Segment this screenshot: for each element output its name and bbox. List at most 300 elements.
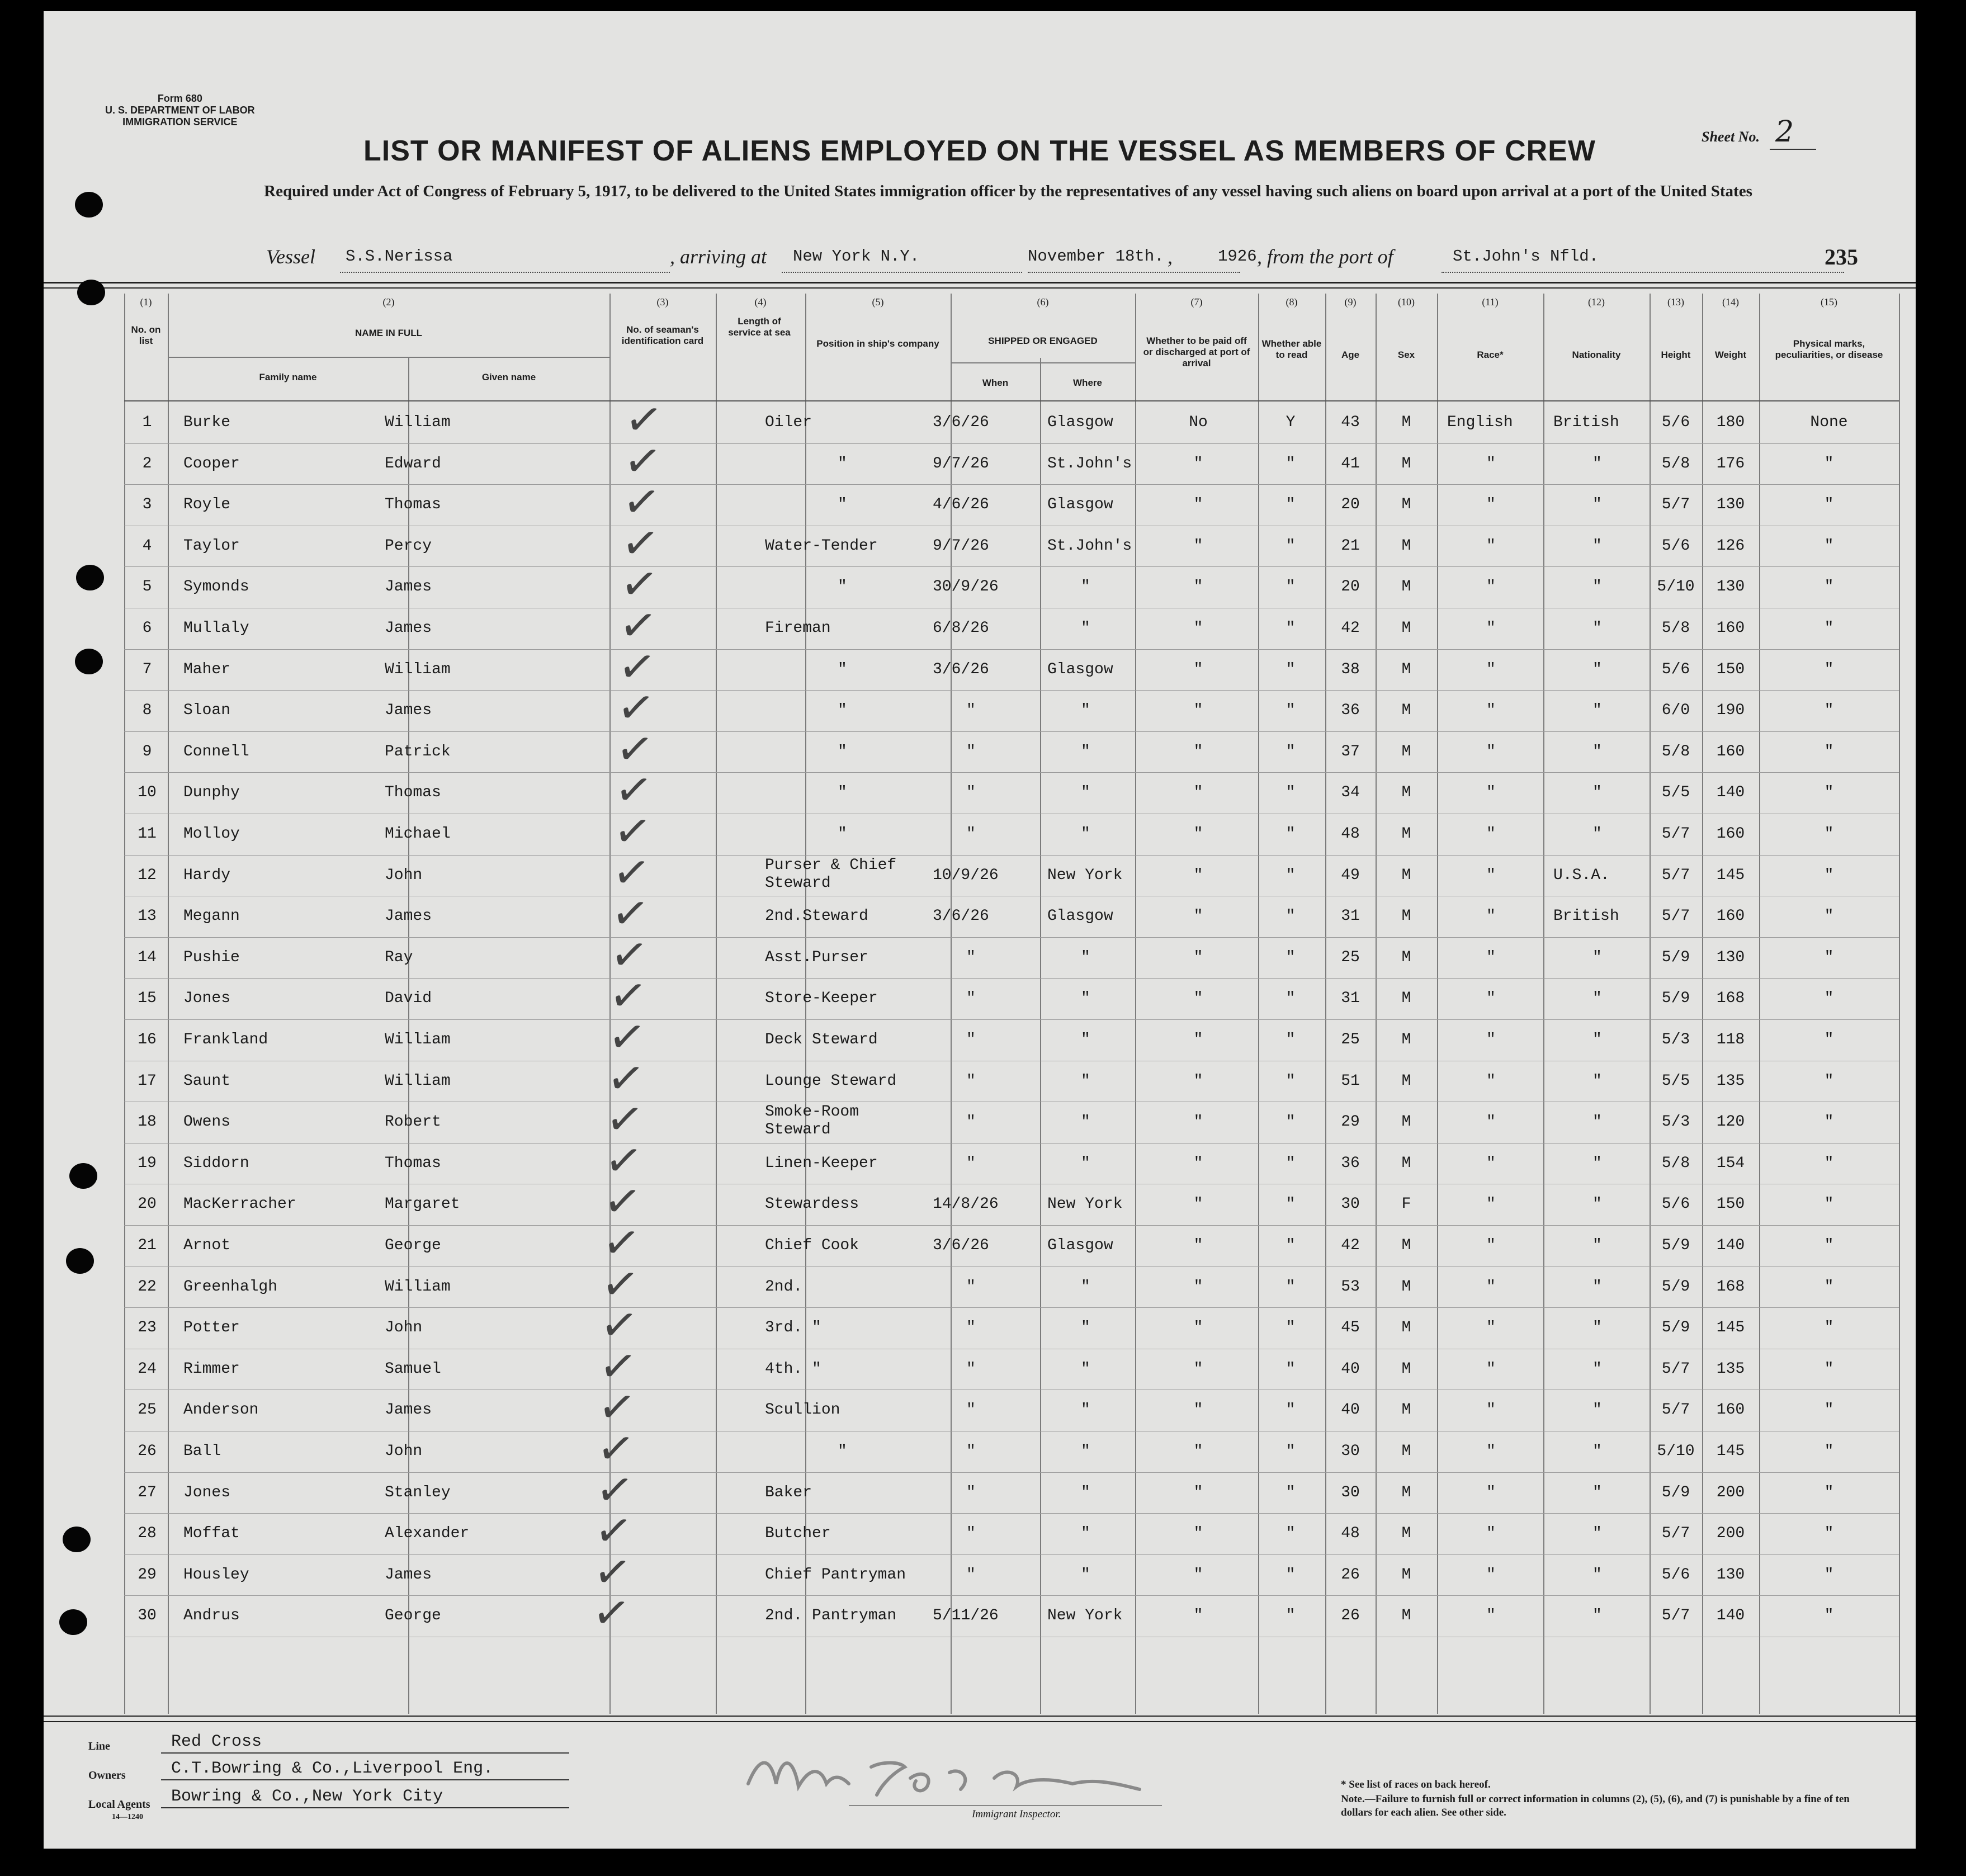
- height: 5/5: [1661, 1072, 1690, 1090]
- family-name: Dunphy: [183, 784, 240, 802]
- shipped-when: 5/11/26: [933, 1607, 999, 1625]
- age: 20: [1341, 578, 1360, 596]
- shipped-when: ": [966, 990, 976, 1008]
- family-name: MacKerracher: [183, 1195, 296, 1213]
- col-3-header: No. of seaman's identification card: [621, 324, 704, 346]
- table-row: [44, 1255, 1916, 1312]
- given-name: Alexander: [385, 1525, 470, 1543]
- physical-marks: ": [1824, 1607, 1834, 1625]
- nationality: ": [1592, 1525, 1602, 1543]
- col-2-header: NAME IN FULL: [355, 328, 422, 338]
- race: ": [1486, 1525, 1496, 1543]
- shipped-where: ": [1081, 1031, 1090, 1048]
- height: 5/7: [1661, 1360, 1690, 1378]
- row-number: 3: [142, 496, 152, 514]
- family-name: Jones: [183, 1483, 231, 1501]
- sex: M: [1401, 496, 1411, 514]
- family-name: Hardy: [183, 866, 231, 884]
- position: Fireman: [765, 620, 831, 637]
- race: ": [1486, 1195, 1496, 1213]
- height: 5/7: [1661, 1607, 1690, 1625]
- family-name: Megann: [183, 908, 240, 925]
- race: ": [1486, 908, 1496, 925]
- race: ": [1486, 578, 1496, 596]
- shipped-when: 14/8/26: [933, 1195, 999, 1213]
- shipped-when: 6/8/26: [933, 620, 989, 637]
- nationality: ": [1592, 620, 1602, 637]
- table-row: [44, 473, 1916, 531]
- paid-off: ": [1193, 1360, 1203, 1378]
- weight: 160: [1716, 620, 1745, 637]
- given-name: Percy: [385, 537, 432, 555]
- position: Store-Keeper: [765, 990, 878, 1008]
- position: ": [838, 784, 847, 802]
- position: Deck Steward: [765, 1031, 878, 1048]
- position: ": [838, 578, 847, 596]
- shipped-where: New York: [1047, 1607, 1123, 1625]
- able-to-read: ": [1286, 1525, 1296, 1543]
- table-row: [44, 1173, 1916, 1230]
- paid-off: ": [1193, 455, 1203, 472]
- check-mark-icon: ✓: [589, 1585, 634, 1642]
- table-row: [44, 1379, 1916, 1436]
- position: Lounge Steward: [765, 1072, 897, 1090]
- height: 5/3: [1661, 1113, 1690, 1131]
- paid-off: ": [1193, 1607, 1203, 1625]
- able-to-read: ": [1286, 1278, 1296, 1296]
- family-name: Siddorn: [183, 1154, 249, 1172]
- age: 25: [1341, 1031, 1360, 1048]
- family-name: Royle: [183, 496, 231, 514]
- able-to-read: ": [1286, 743, 1296, 760]
- family-name: Taylor: [183, 537, 240, 555]
- row-number: 12: [138, 866, 157, 884]
- weight: 130: [1716, 1566, 1745, 1584]
- age: 38: [1341, 660, 1360, 678]
- position: 4th. ": [765, 1360, 821, 1378]
- sex: M: [1401, 702, 1411, 720]
- col-3-number: (3): [656, 296, 669, 308]
- given-name: James: [385, 578, 432, 596]
- owners-label: Owners: [88, 1769, 126, 1782]
- paid-off: ": [1193, 990, 1203, 1008]
- age: 29: [1341, 1113, 1360, 1131]
- given-name: Margaret: [385, 1195, 460, 1213]
- check-mark-icon: ✓: [600, 1173, 645, 1230]
- col-9-header: Age: [1341, 349, 1360, 360]
- binder-hole: [69, 1163, 97, 1189]
- shipped-when: 3/6/26: [933, 908, 989, 925]
- physical-marks: ": [1824, 866, 1834, 884]
- check-mark-icon: ✓: [615, 638, 660, 695]
- paid-off: ": [1193, 660, 1203, 678]
- nationality: ": [1592, 1319, 1602, 1337]
- nationality: ": [1592, 784, 1602, 802]
- nationality: U.S.A.: [1553, 866, 1610, 884]
- family-name: Maher: [183, 660, 231, 678]
- given-name: Ray: [385, 948, 413, 966]
- height: 5/9: [1661, 1483, 1690, 1501]
- nationality: ": [1592, 1401, 1602, 1419]
- age: 20: [1341, 496, 1360, 514]
- sex: M: [1401, 1154, 1411, 1172]
- height: 5/9: [1661, 1278, 1690, 1296]
- family-name: Greenhalgh: [183, 1278, 278, 1296]
- age: 34: [1341, 784, 1360, 802]
- height: 5/6: [1661, 660, 1690, 678]
- sex: M: [1401, 1443, 1411, 1460]
- height: 5/7: [1661, 1525, 1690, 1543]
- nationality: ": [1592, 1237, 1602, 1254]
- nationality: ": [1592, 1443, 1602, 1460]
- able-to-read: ": [1286, 784, 1296, 802]
- given-name: William: [385, 1278, 451, 1296]
- family-name: Cooper: [183, 455, 240, 472]
- physical-marks: ": [1824, 1031, 1834, 1048]
- physical-marks: ": [1824, 743, 1834, 760]
- row-number: 27: [138, 1483, 157, 1501]
- table-row: [44, 1585, 1916, 1642]
- family-name: Ball: [183, 1443, 221, 1460]
- sex: M: [1401, 743, 1411, 760]
- position: Water-Tender: [765, 537, 878, 555]
- race: ": [1486, 660, 1496, 678]
- table-row: [44, 514, 1916, 572]
- vessel-name: S.S.Nerissa: [346, 247, 453, 266]
- table-row: [44, 1502, 1916, 1560]
- able-to-read: ": [1286, 1154, 1296, 1172]
- arrival-date: November 18th.: [1028, 247, 1164, 266]
- paid-off: ": [1193, 1237, 1203, 1254]
- row-number: 14: [138, 948, 157, 966]
- table-row: [44, 1420, 1916, 1477]
- weight: 190: [1716, 702, 1745, 720]
- height: 5/7: [1661, 825, 1690, 843]
- row-number: 26: [138, 1443, 157, 1460]
- given-name: James: [385, 620, 432, 637]
- weight: 200: [1716, 1483, 1745, 1501]
- paid-off: ": [1193, 1566, 1203, 1584]
- shipped-when: ": [966, 702, 976, 720]
- document-title: LIST OR MANIFEST OF ALIENS EMPLOYED ON THE VESSEL AS MEMBERS OF CREW: [363, 135, 1596, 167]
- agents-label: Local Agents: [88, 1798, 150, 1811]
- height: 5/7: [1661, 908, 1690, 925]
- able-to-read: ": [1286, 1195, 1296, 1213]
- height: 5/8: [1661, 455, 1690, 472]
- nationality: ": [1592, 1566, 1602, 1584]
- nationality: ": [1592, 1031, 1602, 1048]
- row-number: 21: [138, 1237, 157, 1254]
- shipped-where: Glasgow: [1047, 660, 1113, 678]
- weight: 140: [1716, 1237, 1745, 1254]
- physical-marks: ": [1824, 660, 1834, 678]
- given-name: James: [385, 1566, 432, 1584]
- weight: 176: [1716, 455, 1745, 472]
- from-label: , from the port of: [1257, 245, 1393, 268]
- height: 5/10: [1657, 578, 1695, 596]
- form-code: 14—1240: [112, 1813, 143, 1821]
- check-mark-icon: ✓: [616, 597, 661, 654]
- age: 31: [1341, 908, 1360, 925]
- col-4-number: (4): [754, 296, 767, 308]
- table-row: [44, 720, 1916, 778]
- physical-marks: ": [1824, 1443, 1834, 1460]
- check-mark-icon: ✓: [617, 556, 662, 613]
- family-name: Symonds: [183, 578, 249, 596]
- position: Chief Cook: [765, 1237, 859, 1254]
- weight: 135: [1716, 1360, 1745, 1378]
- row-number: 19: [138, 1154, 157, 1172]
- shipped-when: ": [966, 1031, 976, 1048]
- given-name: William: [385, 1072, 451, 1090]
- table-row: [44, 762, 1916, 819]
- row-number: 2: [142, 455, 152, 472]
- age: 36: [1341, 702, 1360, 720]
- shipped-where: ": [1081, 1443, 1090, 1460]
- check-mark-icon: ✓: [613, 679, 659, 736]
- vessel-line: Vessel S.S.Nerissa , arriving at New York N.Y. November 18th. , 1926 , from the port of St.John's Nfld.: [111, 244, 1900, 275]
- paid-off: ": [1193, 1154, 1203, 1172]
- physical-marks: ": [1824, 825, 1834, 843]
- given-name: James: [385, 702, 432, 720]
- binder-hole: [77, 280, 105, 305]
- row-number: 8: [142, 702, 152, 720]
- shipped-where: ": [1081, 825, 1090, 843]
- vessel-label: Vessel: [266, 245, 315, 268]
- arrival-year: 1926: [1218, 247, 1257, 266]
- shipped-when: 30/9/26: [933, 578, 999, 596]
- shipped-where: ": [1081, 702, 1090, 720]
- able-to-read: ": [1286, 1113, 1296, 1131]
- height: 5/3: [1661, 1031, 1690, 1048]
- sex: M: [1401, 1237, 1411, 1254]
- physical-marks: ": [1824, 948, 1834, 966]
- shipped-when: ": [966, 825, 976, 843]
- family-name: Molloy: [183, 825, 240, 843]
- able-to-read: ": [1286, 1319, 1296, 1337]
- binder-hole: [75, 192, 103, 218]
- able-to-read: ": [1286, 1360, 1296, 1378]
- row-number: 17: [138, 1072, 157, 1090]
- shipped-when: ": [966, 1443, 976, 1460]
- shipped-where: ": [1081, 1360, 1090, 1378]
- nationality: British: [1553, 414, 1619, 431]
- able-to-read: ": [1286, 1401, 1296, 1419]
- table-row: [44, 802, 1916, 860]
- weight: 160: [1716, 1401, 1745, 1419]
- height: 5/10: [1657, 1443, 1695, 1460]
- sex: M: [1401, 1401, 1411, 1419]
- row-number: 29: [138, 1566, 157, 1584]
- height: 5/9: [1661, 1237, 1690, 1254]
- able-to-read: ": [1286, 948, 1296, 966]
- able-to-read: ": [1286, 1237, 1296, 1254]
- paid-off: ": [1193, 948, 1203, 966]
- given-name: David: [385, 990, 432, 1008]
- shipped-when: 9/7/26: [933, 537, 989, 555]
- family-name: Andrus: [183, 1607, 240, 1625]
- position: Chief Pantryman: [765, 1566, 906, 1584]
- able-to-read: Y: [1286, 414, 1296, 431]
- given-name: George: [385, 1237, 441, 1254]
- sex: M: [1401, 990, 1411, 1008]
- col-14-number: (14): [1722, 296, 1739, 308]
- sheet-number: [1702, 115, 1816, 149]
- col-12-header: Nationality: [1572, 349, 1621, 360]
- col-5-number: (5): [872, 296, 884, 308]
- family-name: Arnot: [183, 1237, 231, 1254]
- row-number: 10: [138, 784, 157, 802]
- sex: M: [1401, 1278, 1411, 1296]
- given-name: Thomas: [385, 784, 441, 802]
- table-row: [44, 432, 1916, 489]
- given-name: Michael: [385, 825, 451, 843]
- given-name: Stanley: [385, 1483, 451, 1501]
- table-row: [44, 1338, 1916, 1395]
- age: 40: [1341, 1360, 1360, 1378]
- race: ": [1486, 1237, 1496, 1254]
- col-6-number: (6): [1037, 296, 1049, 308]
- able-to-read: ": [1286, 1031, 1296, 1048]
- age: 30: [1341, 1195, 1360, 1213]
- nationality: ": [1592, 990, 1602, 1008]
- position: Asst.Purser: [765, 948, 868, 966]
- age: 26: [1341, 1607, 1360, 1625]
- shipped-when: 3/6/26: [933, 1237, 989, 1254]
- able-to-read: ": [1286, 1566, 1296, 1584]
- height: 5/6: [1661, 537, 1690, 555]
- height: 5/9: [1661, 1319, 1690, 1337]
- physical-marks: ": [1824, 1154, 1834, 1172]
- position: ": [838, 743, 847, 760]
- paid-off: ": [1193, 1031, 1203, 1048]
- weight: 200: [1716, 1525, 1745, 1543]
- shipped-where: ": [1081, 743, 1090, 760]
- able-to-read: ": [1286, 866, 1296, 884]
- given-name: Thomas: [385, 1154, 441, 1172]
- age: 30: [1341, 1443, 1360, 1460]
- row-number: 18: [138, 1113, 157, 1131]
- race-note: * See list of races on back hereof.: [1341, 1779, 1491, 1790]
- race: ": [1486, 702, 1496, 720]
- height: 5/9: [1661, 948, 1690, 966]
- paid-off: ": [1193, 1443, 1203, 1460]
- able-to-read: ": [1286, 496, 1296, 514]
- given-name: George: [385, 1607, 441, 1625]
- shipped-when: 3/6/26: [933, 414, 989, 431]
- shipped-when: ": [966, 1360, 976, 1378]
- row-number: 20: [138, 1195, 157, 1213]
- family-name: Mullaly: [183, 620, 249, 637]
- nationality: ": [1592, 743, 1602, 760]
- row-number: 5: [142, 578, 152, 596]
- check-mark-icon: ✓: [596, 1338, 641, 1395]
- height: 5/8: [1661, 620, 1690, 637]
- table-row: [44, 967, 1916, 1024]
- sex: M: [1401, 1525, 1411, 1543]
- line-label: Line: [88, 1740, 110, 1752]
- row-number: 15: [138, 990, 157, 1008]
- race: ": [1486, 948, 1496, 966]
- check-mark-icon: ✓: [621, 391, 667, 448]
- check-mark-icon: ✓: [590, 1543, 635, 1601]
- race: ": [1486, 784, 1496, 802]
- physical-marks: ": [1824, 1319, 1834, 1337]
- sex: M: [1401, 1319, 1411, 1337]
- sex: M: [1401, 948, 1411, 966]
- nationality: ": [1592, 537, 1602, 555]
- position: Scullion: [765, 1401, 840, 1419]
- col-2-number: (2): [382, 296, 395, 308]
- physical-marks: None: [1810, 414, 1848, 431]
- shipped-where: ": [1081, 1113, 1090, 1131]
- age: 41: [1341, 455, 1360, 472]
- shipped-when: 9/7/26: [933, 455, 989, 472]
- check-mark-icon: ✓: [609, 844, 654, 901]
- physical-marks: ": [1824, 990, 1834, 1008]
- given-name: William: [385, 660, 451, 678]
- physical-marks: ": [1824, 908, 1834, 925]
- nationality: ": [1592, 1113, 1602, 1131]
- family-name: Pushie: [183, 948, 240, 966]
- row-number: 28: [138, 1525, 157, 1543]
- race: ": [1486, 825, 1496, 843]
- race: ": [1486, 866, 1496, 884]
- check-mark-icon: ✓: [608, 885, 653, 942]
- sex: M: [1401, 1360, 1411, 1378]
- weight: 154: [1716, 1154, 1745, 1172]
- family-name: Owens: [183, 1113, 231, 1131]
- able-to-read: ": [1286, 620, 1296, 637]
- sheet-number-label: Sheet No.: [1702, 129, 1760, 145]
- shipped-where: ": [1081, 1525, 1090, 1543]
- nationality: ": [1592, 825, 1602, 843]
- row-number: 30: [138, 1607, 157, 1625]
- check-mark-icon: ✓: [620, 432, 665, 489]
- col-15-number: (15): [1821, 296, 1837, 308]
- nationality: ": [1592, 702, 1602, 720]
- age: 51: [1341, 1072, 1360, 1090]
- document-subtitle: Required under Act of Congress of February 5, 1917, to be delivered to the United States immigration officer by the representatives of any vessel having such aliens on board upon arrival at a port of the United States: [264, 182, 1752, 200]
- shipped-where: ": [1081, 784, 1090, 802]
- shipped-when: ": [966, 948, 976, 966]
- given-name: John: [385, 866, 423, 884]
- shipped-when: ": [966, 1113, 976, 1131]
- nationality: ": [1592, 1072, 1602, 1090]
- given-name: James: [385, 1401, 432, 1419]
- shipped-when: 10/9/26: [933, 866, 999, 884]
- row-number: 1: [142, 414, 152, 431]
- sex: M: [1401, 455, 1411, 472]
- height: 5/8: [1661, 743, 1690, 760]
- physical-marks: ": [1824, 1401, 1834, 1419]
- weight: 118: [1716, 1031, 1745, 1048]
- table-row: [44, 638, 1916, 695]
- table-row: [44, 391, 1916, 448]
- shipped-where: ": [1081, 578, 1090, 596]
- position: Purser & Chief Steward: [765, 856, 897, 892]
- col-8-number: (8): [1286, 296, 1298, 308]
- paid-off: ": [1193, 702, 1203, 720]
- shipped-where: ": [1081, 1319, 1090, 1337]
- owners-value: C.T.Bowring & Co.,Liverpool Eng.: [171, 1759, 494, 1778]
- check-mark-icon: ✓: [618, 514, 663, 572]
- col-1-number: (1): [140, 296, 152, 308]
- sex: M: [1401, 1031, 1411, 1048]
- position: Baker: [765, 1483, 812, 1501]
- position: Smoke-Room Steward: [765, 1103, 859, 1139]
- form-number: Form 680: [157, 93, 202, 104]
